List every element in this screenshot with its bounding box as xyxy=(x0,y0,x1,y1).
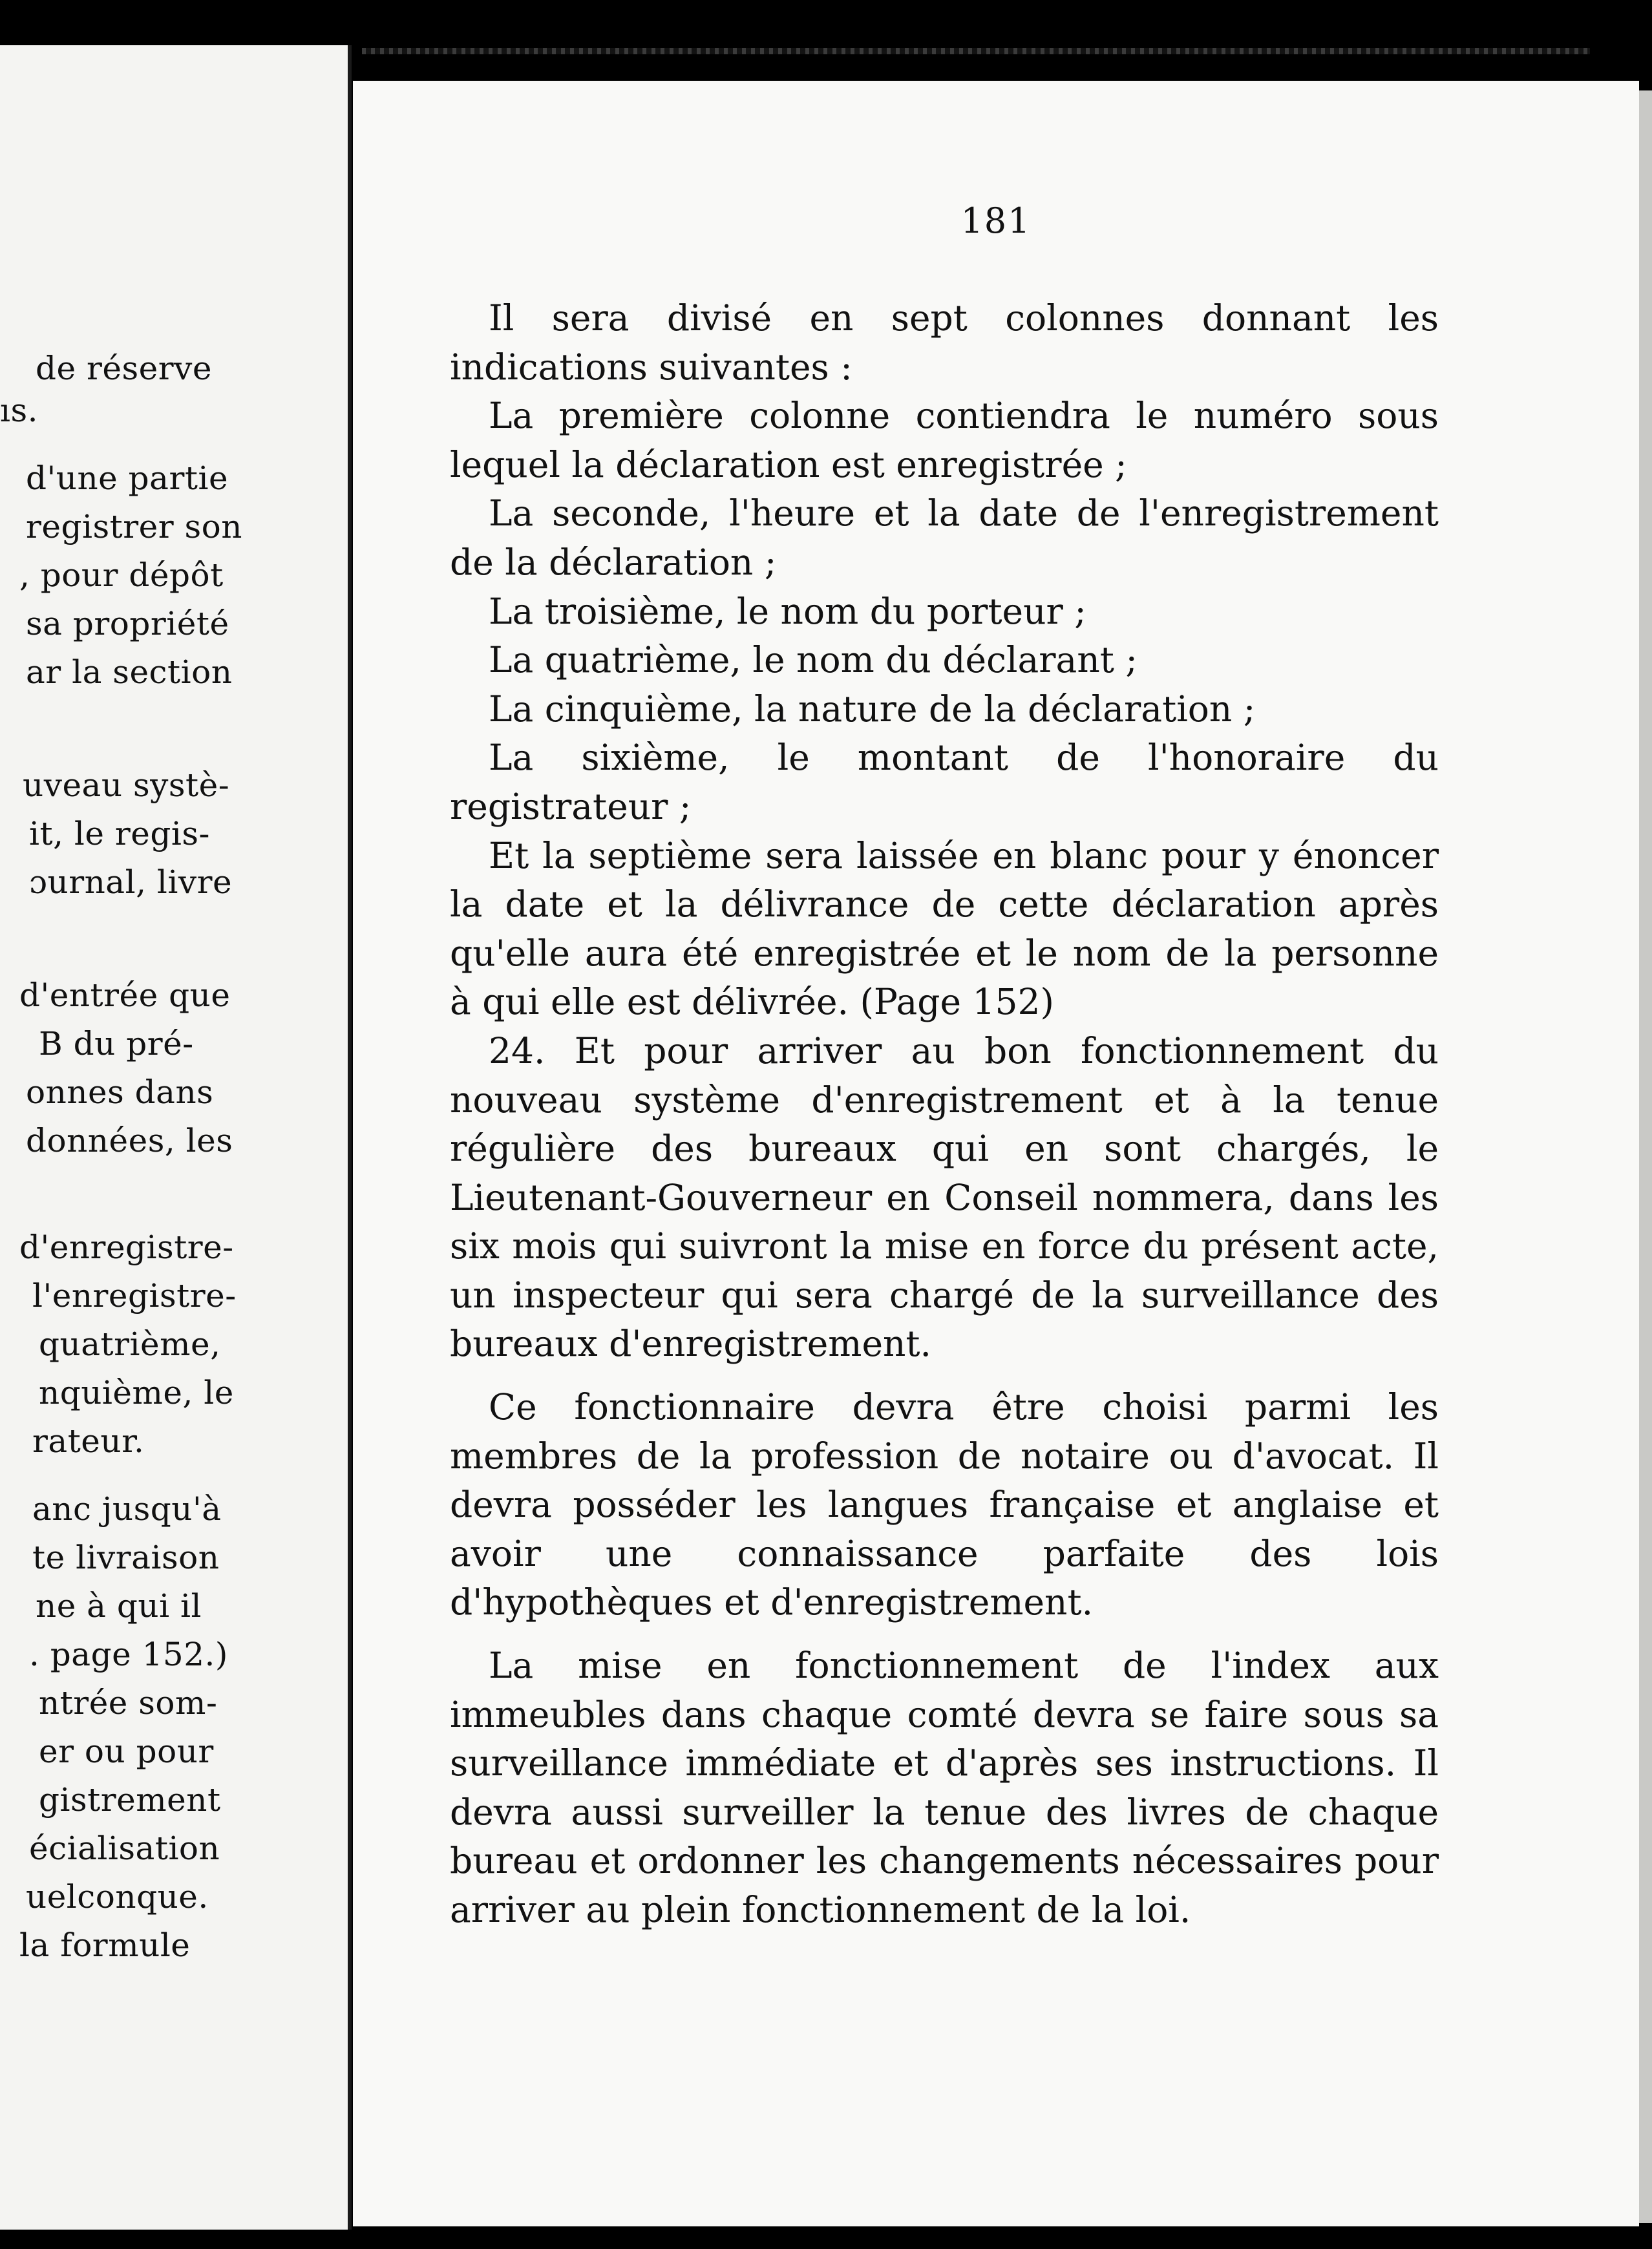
left-line-15: d'enregistre- xyxy=(19,1229,234,1266)
left-line-29: la formule xyxy=(19,1927,191,1964)
left-line-2: ıs. xyxy=(0,392,39,429)
paragraph-1: Il sera divisé en sept colonnes donnant les indications suivantes : xyxy=(450,297,1439,388)
page-right-edge xyxy=(1639,90,1652,2223)
main-page xyxy=(353,81,1639,2226)
left-line-22: ne à qui il xyxy=(36,1587,202,1625)
left-line-19: rateur. xyxy=(32,1422,145,1460)
left-line-17: quatrième, xyxy=(39,1325,221,1363)
paragraph-6: La cinquième, la nature de la déclaration ; xyxy=(489,688,1256,730)
left-line-23: . page 152.) xyxy=(29,1636,228,1673)
left-line-1: de réserve xyxy=(36,350,212,387)
left-line-13: onnes dans xyxy=(26,1073,214,1111)
left-line-12: B du pré- xyxy=(39,1025,194,1062)
left-line-21: te livraison xyxy=(32,1539,220,1576)
page-body-text xyxy=(450,294,1439,1935)
left-line-26: gistrement xyxy=(39,1781,221,1819)
left-line-9: it, le regis- xyxy=(29,815,210,852)
left-line-20: anc jusqu'à xyxy=(32,1490,222,1528)
left-line-5: , pour dépôt xyxy=(19,556,224,594)
left-line-16: l'enregistre- xyxy=(32,1277,237,1315)
left-line-6: sa propriété xyxy=(26,605,229,642)
paragraph-11: La mise en fonctionnement de l'index aux immeubles dans chaque comté devra se faire sous sa surveillance immédiate et d'après ses instructions. Il devra aussi surveiller la tenue des livres de chaque bureau et ordonner les changements nécessaires pour arriver au plein fonctionnement de la loi. xyxy=(450,1645,1439,1930)
left-line-25: er ou pour xyxy=(39,1733,214,1770)
left-line-27: écialisation xyxy=(29,1830,220,1867)
paragraph-9: 24. Et pour arriver au bon fonctionnement du nouveau système d'enregistrement et à la tenue régulière des bureaux qui en sont chargés, le Lieutenant-Gouverneur en Conseil nommera, dans les six mois qui suivront la mise en force du présent acte, un inspecteur qui sera chargé de la surveillance des bureaux d'enregistrement. xyxy=(450,1029,1439,1365)
left-line-10: ɔurnal, livre xyxy=(29,863,233,901)
left-line-4: registrer son xyxy=(26,508,242,545)
left-page-fragment xyxy=(0,45,348,2230)
left-line-3: d'une partie xyxy=(26,459,229,497)
paragraph-3: La seconde, l'heure et la date de l'enregistrement de la déclaration ; xyxy=(450,492,1439,583)
paragraph-8: Et la septième sera laissée en blanc pour y énoncer la date et la délivrance de cette déclaration après qu'elle aura été enregistrée et le nom de la personne à qui elle est délivrée. (Page 152) xyxy=(450,834,1439,1023)
page-number: 181 xyxy=(960,200,1032,241)
paragraph-2: La première colonne contiendra le numéro sous lequel la déclaration est enregistrée ; xyxy=(450,395,1439,485)
page-gutter xyxy=(348,45,352,2230)
left-line-18: nquième, le xyxy=(39,1374,234,1411)
paragraph-5: La quatrième, le nom du déclarant ; xyxy=(489,639,1138,681)
left-line-28: uelconque. xyxy=(26,1878,209,1916)
left-line-7: ar la section xyxy=(26,653,233,691)
paragraph-10: Ce fonctionnaire devra être choisi parmi les membres de la profession de notaire ou d'avocat. Il devra posséder les langues française et anglaise et avoir une connaissance parfaite des lois d'hypothèques et d'enregistrement. xyxy=(450,1386,1439,1623)
left-line-14: données, les xyxy=(26,1122,233,1159)
left-line-8: uveau systè- xyxy=(23,766,230,804)
paragraph-4: La troisième, le nom du porteur ; xyxy=(489,590,1086,632)
left-line-11: d'entrée que xyxy=(19,977,231,1014)
scan-top-edge xyxy=(362,48,1590,54)
left-line-24: ntrée som- xyxy=(39,1684,218,1722)
paragraph-7: La sixième, le montant de l'honoraire du registrateur ; xyxy=(450,737,1439,827)
